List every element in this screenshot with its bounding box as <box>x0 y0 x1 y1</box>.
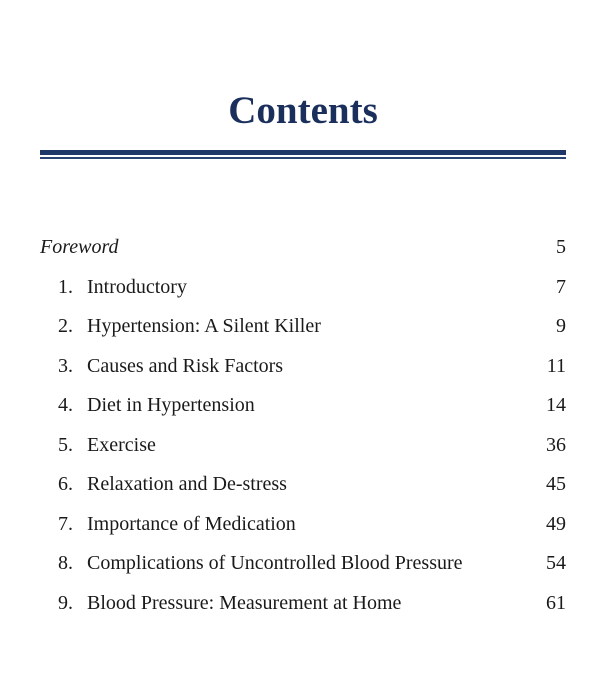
toc-entry-number: 9. <box>58 591 73 614</box>
toc-entry-label: Introductory <box>87 275 187 298</box>
toc-entry-page: 7 <box>556 275 566 298</box>
toc-entry-foreword <box>40 234 566 274</box>
toc-entry-label: Blood Pressure: Measurement at Home <box>87 591 402 614</box>
toc-entry <box>40 313 566 353</box>
toc-entry-number: 8. <box>58 552 73 574</box>
toc-entry-label: Relaxation and De-stress <box>87 473 287 495</box>
toc-entry-page: 54 <box>546 552 566 574</box>
toc-entry-number: 2. <box>58 315 73 337</box>
title-rule-thin <box>40 157 566 159</box>
toc-entry-number: 7. <box>58 512 73 535</box>
toc-entry-page: 36 <box>546 433 566 456</box>
toc-entry-label: Exercise <box>87 433 156 456</box>
toc-entry <box>40 353 566 393</box>
title-rule-thick <box>40 150 566 155</box>
page-title: Contents <box>228 89 378 132</box>
toc-entry <box>40 432 566 472</box>
toc-entry-label: Hypertension: A Silent Killer <box>87 315 321 337</box>
toc-entry-number: 3. <box>58 354 73 377</box>
toc-entry-label: Foreword <box>40 236 119 258</box>
toc-entry-label: Complications of Uncontrolled Blood Pressure <box>87 552 463 574</box>
toc-entry-page: 14 <box>546 394 566 416</box>
toc-entry <box>40 590 566 630</box>
toc-entry <box>40 392 566 432</box>
toc-entry-label: Importance of Medication <box>87 512 296 535</box>
toc-entry <box>40 471 566 511</box>
toc-entry-page: 9 <box>556 315 566 337</box>
toc-entry-label: Causes and Risk Factors <box>87 354 284 377</box>
toc-entry-number: 5. <box>58 433 73 456</box>
toc-entry <box>40 511 566 551</box>
toc-entry-page: 61 <box>546 591 566 614</box>
toc-entry <box>40 550 566 590</box>
toc-entry-label: Diet in Hypertension <box>87 394 255 416</box>
toc-entry-number: 6. <box>58 473 73 495</box>
toc-entry-page: 5 <box>556 236 566 258</box>
toc-entry-page: 45 <box>546 473 566 495</box>
toc-entry-page: 49 <box>546 512 566 535</box>
table-of-contents <box>40 234 566 629</box>
toc-entry-page: 11 <box>546 354 566 377</box>
toc-entry-number: 1. <box>58 275 73 298</box>
toc-entry-number: 4. <box>58 394 73 416</box>
toc-entry <box>40 274 566 314</box>
